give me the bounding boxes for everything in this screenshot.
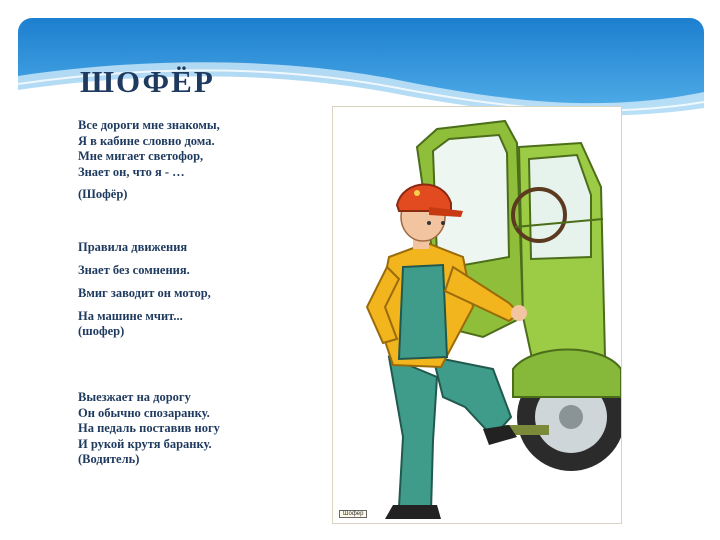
image-caption: Шофер bbox=[339, 510, 367, 518]
riddle-line: Мне мигает светофор, bbox=[78, 149, 204, 163]
riddle-line: Выезжает на дорогу bbox=[78, 390, 191, 404]
riddle-answer: (Водитель) bbox=[78, 452, 140, 466]
riddle-3 bbox=[78, 390, 220, 468]
riddle-line: Знает он, что я - … bbox=[78, 164, 185, 179]
driver-illustration bbox=[332, 106, 622, 524]
riddle-line: Все дороги мне знакомы, bbox=[78, 118, 220, 132]
page-title: ШОФЁР bbox=[80, 64, 215, 99]
riddle-line: Он обычно спозаранку. bbox=[78, 405, 210, 420]
riddle-line: Знает без сомнения. bbox=[78, 263, 190, 277]
riddle-line: На педаль поставив ногу bbox=[78, 421, 220, 435]
riddle-line: И рукой крутя баранку. bbox=[78, 436, 212, 451]
riddle-line: Вмиг заводит он мотор, bbox=[78, 286, 211, 300]
riddle-line: На машине мчит... bbox=[78, 309, 183, 323]
riddle-line: Правила движения bbox=[78, 240, 188, 254]
riddle-answer: (шофер) bbox=[78, 324, 125, 338]
riddle-line: Я в кабине словно дома. bbox=[78, 133, 215, 148]
riddle-1 bbox=[78, 118, 220, 203]
riddle-2 bbox=[78, 236, 211, 343]
riddle-answer: (Шофёр) bbox=[78, 187, 128, 201]
